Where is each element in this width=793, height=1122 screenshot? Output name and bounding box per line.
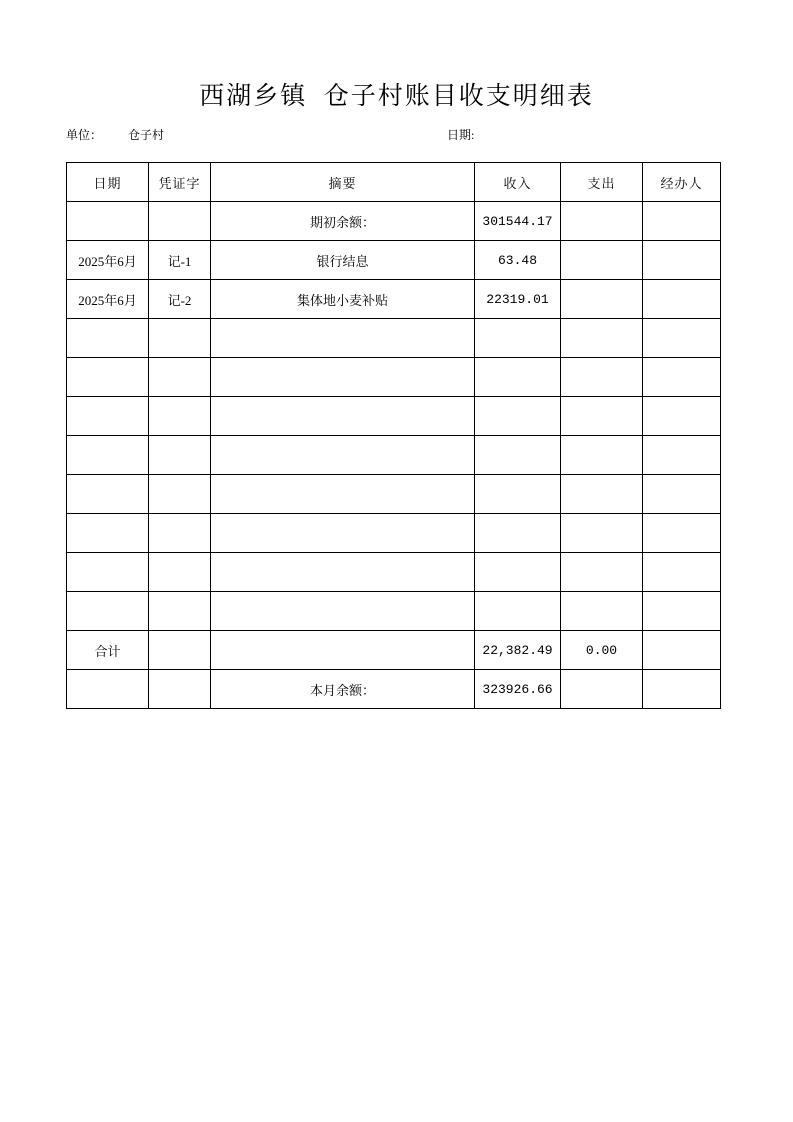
cell-expense bbox=[561, 514, 643, 553]
unit-label: 单位： bbox=[66, 128, 103, 142]
total-label: 合计 bbox=[67, 631, 149, 670]
closing-voucher-cell bbox=[149, 670, 211, 709]
cell-summary bbox=[211, 358, 475, 397]
opening-expense-cell bbox=[561, 202, 643, 241]
cell-date: 2025年6月 bbox=[67, 280, 149, 319]
cell-expense bbox=[561, 280, 643, 319]
cell-income: 63.48 bbox=[475, 241, 561, 280]
cell-handler bbox=[643, 514, 721, 553]
cell-voucher bbox=[149, 475, 211, 514]
opening-voucher-cell bbox=[149, 202, 211, 241]
column-header-expense: 支出 bbox=[561, 163, 643, 202]
table-row bbox=[67, 553, 721, 592]
cell-summary bbox=[211, 436, 475, 475]
cell-voucher bbox=[149, 397, 211, 436]
cell-income bbox=[475, 319, 561, 358]
cell-income bbox=[475, 592, 561, 631]
column-header-voucher: 凭证字 bbox=[149, 163, 211, 202]
cell-income bbox=[475, 397, 561, 436]
cell-expense bbox=[561, 358, 643, 397]
cell-income bbox=[475, 436, 561, 475]
column-header-date: 日期 bbox=[67, 163, 149, 202]
cell-expense bbox=[561, 436, 643, 475]
cell-income bbox=[475, 514, 561, 553]
closing-expense-cell bbox=[561, 670, 643, 709]
cell-handler bbox=[643, 319, 721, 358]
table-row bbox=[67, 397, 721, 436]
cell-income bbox=[475, 553, 561, 592]
cell-date bbox=[67, 319, 149, 358]
cell-summary bbox=[211, 319, 475, 358]
opening-handler-cell bbox=[643, 202, 721, 241]
closing-date-cell bbox=[67, 670, 149, 709]
cell-expense bbox=[561, 319, 643, 358]
cell-handler bbox=[643, 475, 721, 514]
cell-summary: 集体地小麦补贴 bbox=[211, 280, 475, 319]
cell-handler bbox=[643, 436, 721, 475]
table-row bbox=[67, 319, 721, 358]
cell-handler bbox=[643, 397, 721, 436]
cell-summary bbox=[211, 397, 475, 436]
cell-summary: 银行结息 bbox=[211, 241, 475, 280]
cell-date bbox=[67, 514, 149, 553]
cell-summary bbox=[211, 475, 475, 514]
cell-voucher: 记-2 bbox=[149, 280, 211, 319]
cell-voucher bbox=[149, 553, 211, 592]
cell-date bbox=[67, 358, 149, 397]
total-summary-cell bbox=[211, 631, 475, 670]
table-header bbox=[67, 163, 721, 202]
page-title: 西湖乡镇 仓子村账目收支明细表 bbox=[199, 83, 594, 110]
document-meta bbox=[66, 126, 720, 144]
cell-income: 22319.01 bbox=[475, 280, 561, 319]
cell-expense bbox=[561, 241, 643, 280]
total-expense: 0.00 bbox=[561, 631, 643, 670]
cell-expense bbox=[561, 553, 643, 592]
cell-date bbox=[67, 475, 149, 514]
cell-voucher bbox=[149, 436, 211, 475]
cell-voucher bbox=[149, 319, 211, 358]
cell-voucher bbox=[149, 514, 211, 553]
table-row bbox=[67, 592, 721, 631]
cell-voucher: 记-1 bbox=[149, 241, 211, 280]
cell-handler bbox=[643, 358, 721, 397]
table-body bbox=[67, 202, 721, 709]
unit-value: 仓子村 bbox=[128, 128, 165, 142]
cell-voucher bbox=[149, 358, 211, 397]
cell-summary bbox=[211, 592, 475, 631]
cell-income bbox=[475, 358, 561, 397]
opening-date-cell bbox=[67, 202, 149, 241]
table-row bbox=[67, 475, 721, 514]
total-voucher-cell bbox=[149, 631, 211, 670]
column-header-income: 收入 bbox=[475, 163, 561, 202]
total-income: 22,382.49 bbox=[475, 631, 561, 670]
table-row bbox=[67, 436, 721, 475]
cell-handler bbox=[643, 592, 721, 631]
closing-handler-cell bbox=[643, 670, 721, 709]
table-row bbox=[67, 358, 721, 397]
cell-handler bbox=[643, 241, 721, 280]
cell-summary bbox=[211, 514, 475, 553]
cell-date bbox=[67, 592, 149, 631]
cell-income bbox=[475, 475, 561, 514]
cell-date bbox=[67, 436, 149, 475]
opening-balance-row bbox=[67, 202, 721, 241]
closing-balance-row bbox=[67, 670, 721, 709]
cell-expense bbox=[561, 475, 643, 514]
cell-expense bbox=[561, 397, 643, 436]
ledger-table bbox=[66, 162, 721, 709]
opening-balance-value: 301544.17 bbox=[475, 202, 561, 241]
cell-expense bbox=[561, 592, 643, 631]
header-row bbox=[67, 163, 721, 202]
cell-handler bbox=[643, 553, 721, 592]
date-label: 日期: bbox=[447, 128, 475, 142]
table-row bbox=[67, 514, 721, 553]
table-row bbox=[67, 241, 721, 280]
opening-balance-label: 期初余额： bbox=[211, 202, 475, 241]
closing-balance-label: 本月余额： bbox=[211, 670, 475, 709]
closing-balance-value: 323926.66 bbox=[475, 670, 561, 709]
column-header-summary: 摘要 bbox=[211, 163, 475, 202]
cell-date bbox=[67, 553, 149, 592]
cell-voucher bbox=[149, 592, 211, 631]
cell-date: 2025年6月 bbox=[67, 241, 149, 280]
cell-summary bbox=[211, 553, 475, 592]
total-row bbox=[67, 631, 721, 670]
cell-date bbox=[67, 397, 149, 436]
table-row bbox=[67, 280, 721, 319]
cell-handler bbox=[643, 280, 721, 319]
total-handler-cell bbox=[643, 631, 721, 670]
column-header-handler: 经办人 bbox=[643, 163, 721, 202]
